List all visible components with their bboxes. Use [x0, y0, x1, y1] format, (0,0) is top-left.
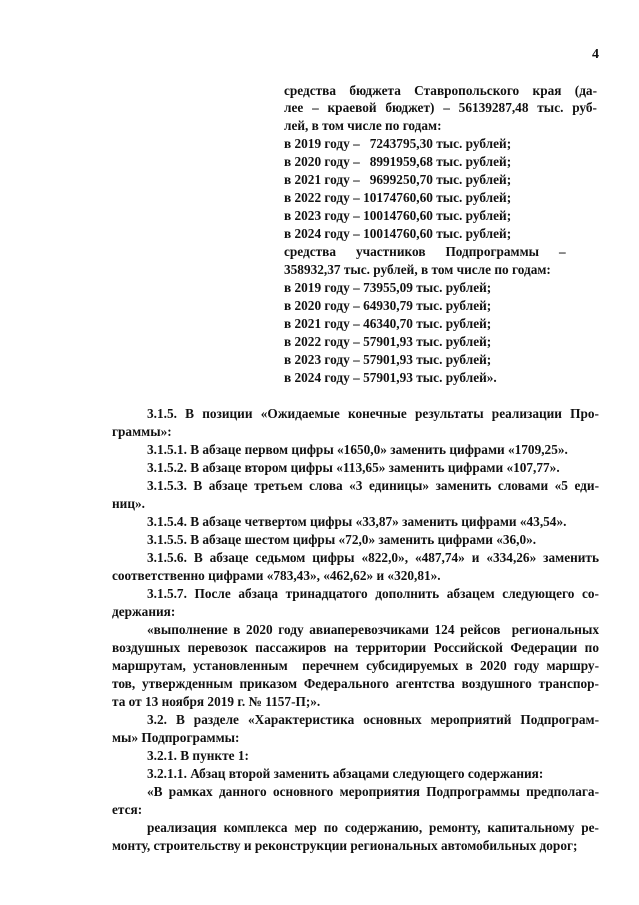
budget-line: 358932,37 тыс. рублей, в том числе по годам:	[284, 262, 551, 277]
budget-year-line: в 2023 году – 10014760,60 тыс. рублей;	[284, 208, 512, 223]
paragraph-line: 3.1.5.1. В абзаце первом цифры «1650,0» заменить цифрами «1709,25».	[147, 442, 568, 457]
budget-year-line: в 2021 году – 46340,70 тыс. рублей;	[284, 316, 492, 331]
budget-line: средства бюджета Ставропольского края (да-	[284, 83, 597, 98]
quote-line: тов, утвержденным приказом Федерального агентства воздушного транспор-	[112, 676, 599, 691]
paragraph-line: держания:	[112, 604, 176, 619]
paragraph-line: 3.1.5.3. В абзаце третьем слова «3 единицы» заменить словами «5 еди-	[147, 478, 599, 493]
paragraph-line: 3.1.5. В позиции «Ожидаемые конечные результаты реализации Про-	[147, 406, 599, 421]
quote-line: ется:	[112, 802, 143, 817]
quote-line: «выполнение в 2020 году авиаперевозчиками 124 рейсов региональных	[147, 622, 599, 637]
paragraph-line: 3.1.5.4. В абзаце четвертом цифры «33,87» заменить цифрами «43,54».	[147, 514, 567, 529]
paragraph-line: ниц».	[112, 496, 145, 511]
paragraph-line: 3.1.5.7. После абзаца тринадцатого дополнить абзацем следующего со-	[147, 586, 599, 601]
paragraph-line: 3.1.5.5. В абзаце шестом цифры «72,0» заменить цифрами «36,0».	[147, 532, 537, 547]
budget-year-line: в 2024 году – 10014760,60 тыс. рублей;	[284, 226, 512, 241]
budget-line: лее – краевой бюджет) – 56139287,48 тыс. руб-	[284, 100, 597, 115]
quote-line: «В рамках данного основного мероприятия Подпрограммы предполага-	[147, 784, 599, 799]
budget-year-line: в 2019 году – 73955,09 тыс. рублей;	[284, 280, 492, 295]
paragraph-line: 3.2.1. В пункте 1:	[147, 748, 249, 763]
budget-year-line: в 2023 году – 57901,93 тыс. рублей;	[284, 352, 492, 367]
budget-year-line: в 2022 году – 10174760,60 тыс. рублей;	[284, 190, 512, 205]
budget-year-line: в 2024 году – 57901,93 тыс. рублей».	[284, 370, 497, 385]
budget-year-line: в 2021 году – 9699250,70 тыс. рублей;	[284, 172, 512, 187]
quote-line: реализация комплекса мер по содержанию, ремонту, капитальному ре-	[147, 820, 599, 835]
budget-year-line: в 2020 году – 64930,79 тыс. рублей;	[284, 298, 492, 313]
budget-year-line: в 2020 году – 8991959,68 тыс. рублей;	[284, 154, 512, 169]
quote-line: та от 13 ноября 2019 г. № 1157-П;».	[112, 694, 321, 709]
budget-year-line: в 2019 году – 7243795,30 тыс. рублей;	[284, 136, 512, 151]
paragraph-line: мы» Подпрограммы:	[112, 730, 240, 745]
paragraph-line: 3.2.1.1. Абзац второй заменить абзацами следующего содержания:	[147, 766, 544, 781]
page-number: 4	[592, 47, 599, 62]
quote-line: воздушных перевозок пассажиров на территории Российской Федерации по	[112, 640, 599, 655]
paragraph-line: граммы»:	[112, 424, 172, 439]
quote-line: монту, строительству и реконструкции региональных автомобильных дорог;	[112, 838, 578, 853]
paragraph-line: 3.1.5.6. В абзаце седьмом цифры «822,0», «487,74» и «334,26» заменить	[147, 550, 599, 565]
budget-line: лей, в том числе по годам:	[284, 118, 442, 133]
paragraph-line: 3.1.5.2. В абзаце втором цифры «113,65» заменить цифрами «107,77».	[147, 460, 560, 475]
paragraph-line: 3.2. В разделе «Характеристика основных мероприятий Подпрограм-	[147, 712, 599, 727]
paragraph-line: соответственно цифрами «783,43», «462,62» и «320,81».	[112, 568, 441, 583]
budget-year-line: в 2022 году – 57901,93 тыс. рублей;	[284, 334, 492, 349]
quote-line: маршрутам, установленным перечнем субсидируемых в 2020 году маршру-	[112, 658, 599, 673]
budget-line: средства участников Подпрограммы –	[284, 244, 566, 259]
